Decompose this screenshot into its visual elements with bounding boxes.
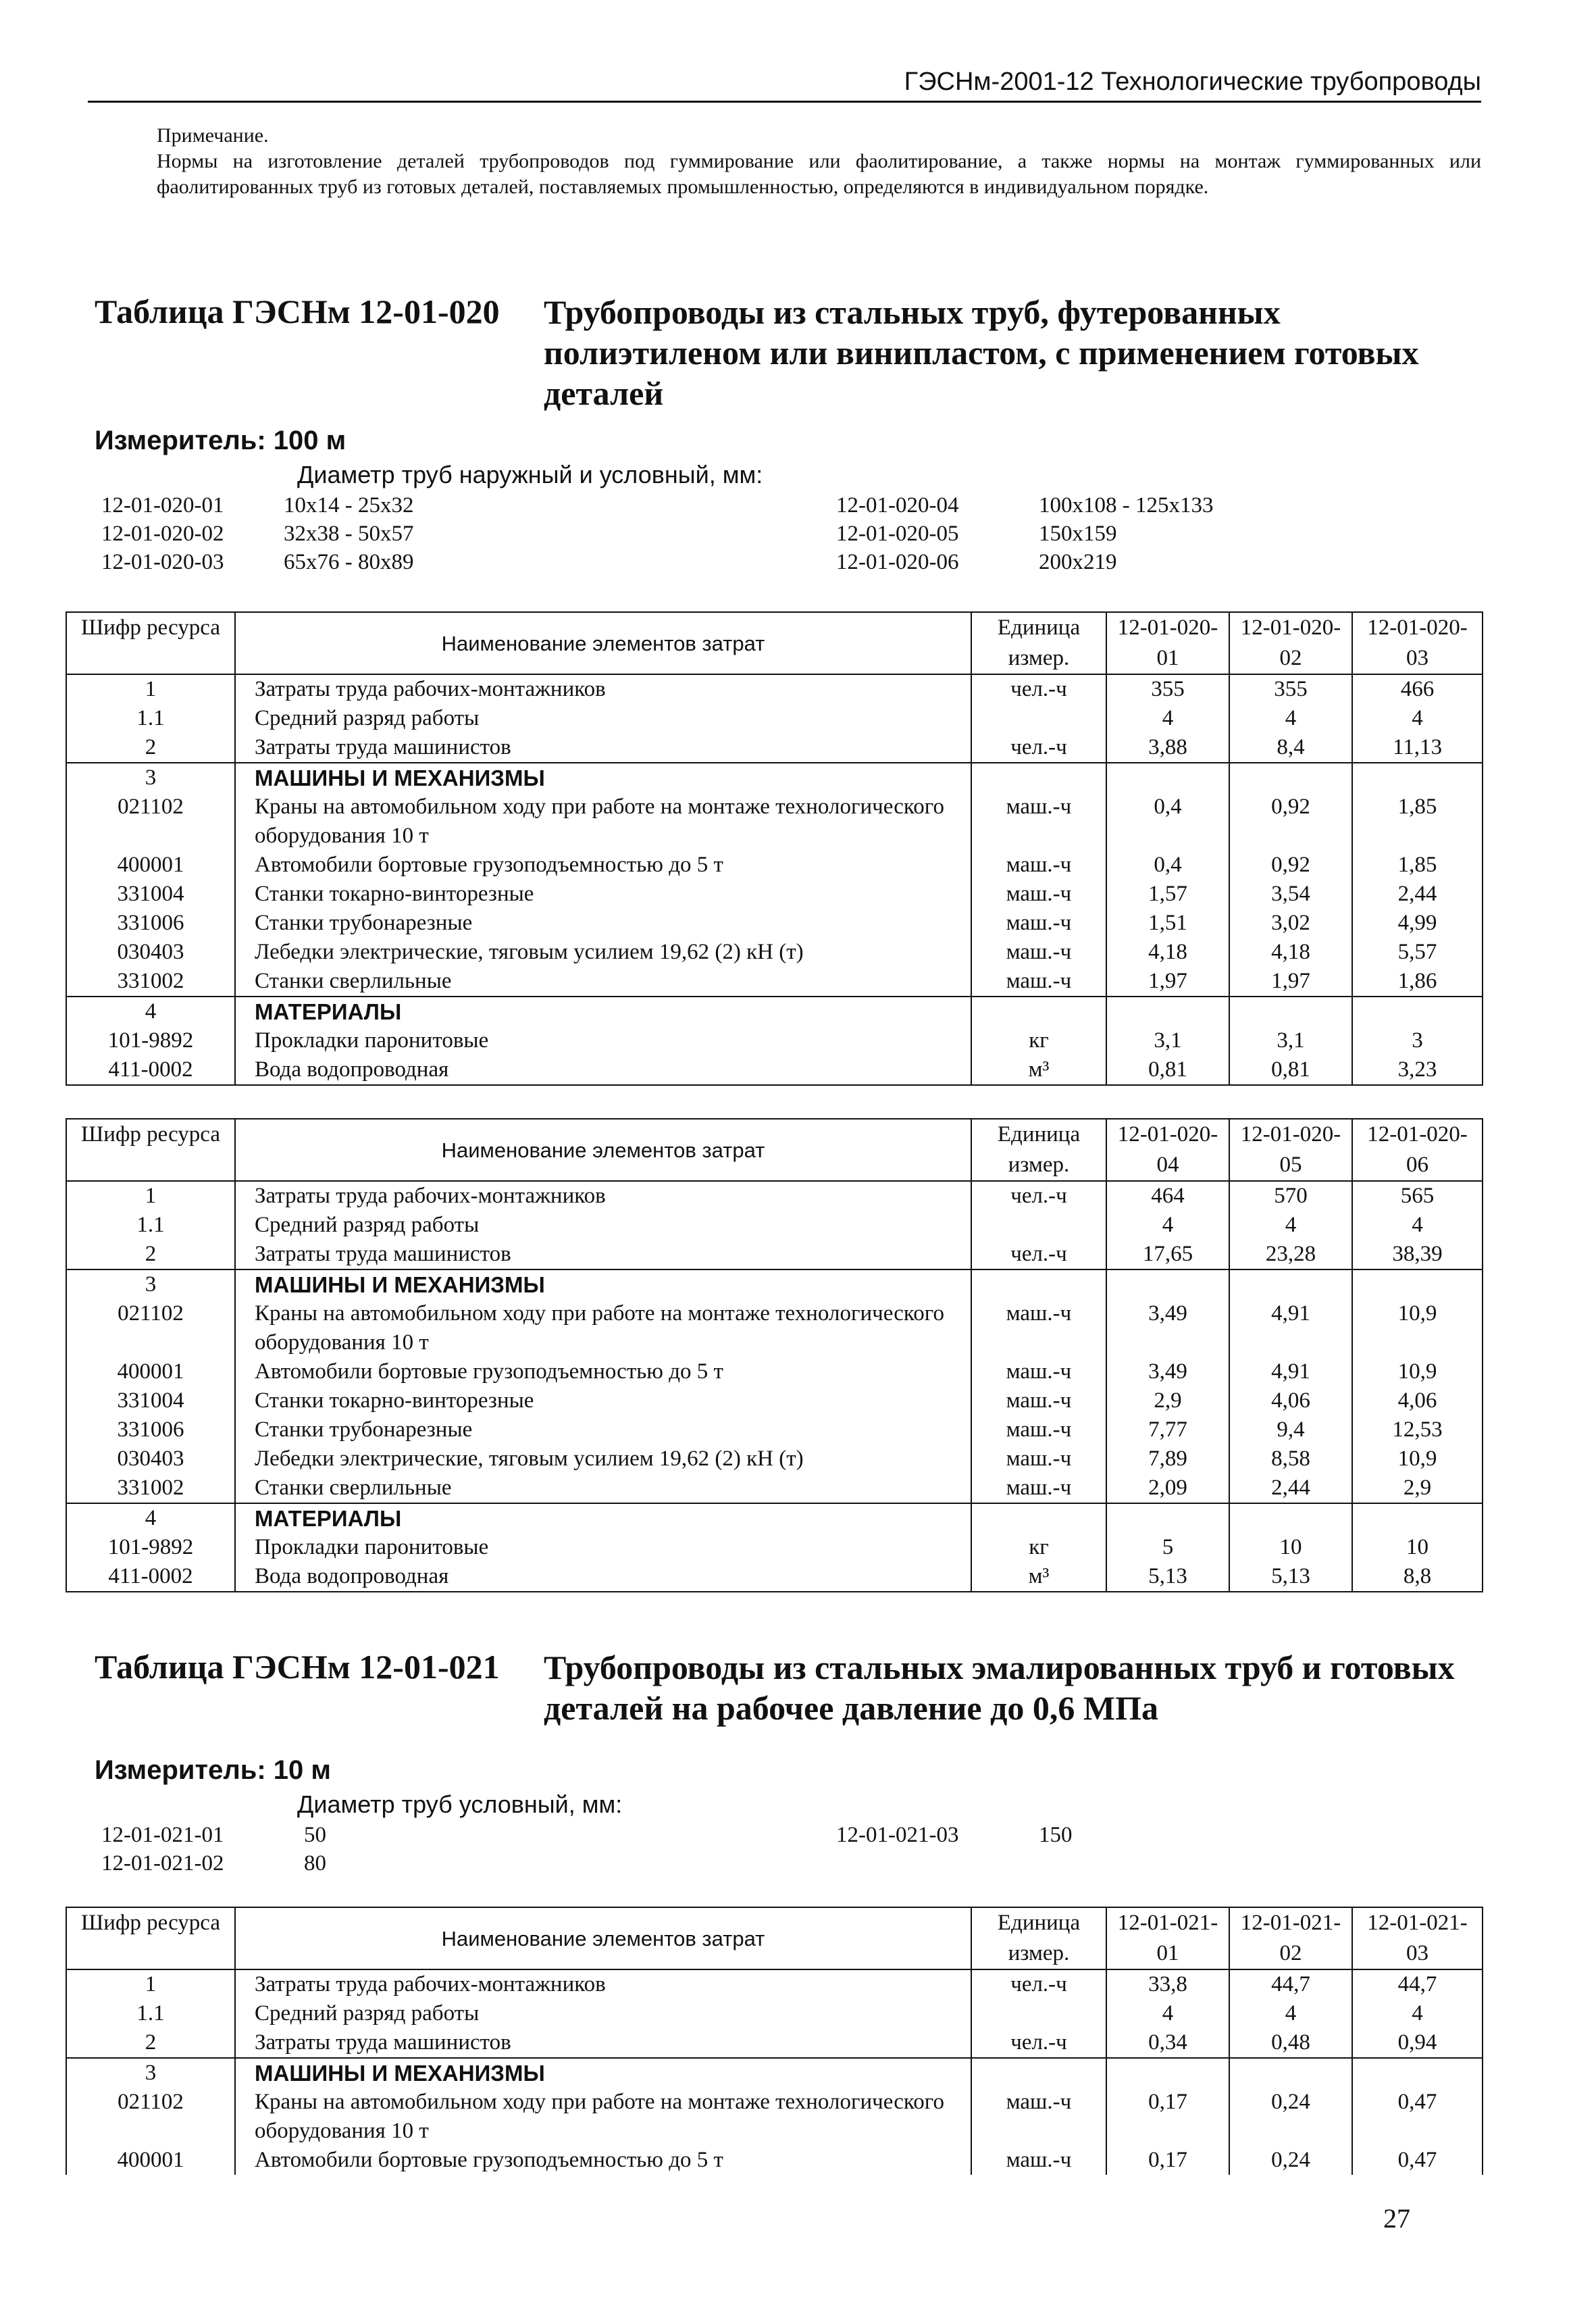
value-cell: 0,48: [1229, 2028, 1352, 2058]
unit-cell: маш.-ч: [971, 851, 1106, 880]
unit-cell: кг: [971, 1026, 1106, 1055]
empty-cell: [1106, 1269, 1229, 1299]
value-cell: 3,49: [1106, 1299, 1229, 1357]
cost-name-cell: Прокладки паронитовые: [235, 1026, 971, 1055]
unit-header: Единица измер.: [971, 612, 1106, 674]
value-cell: 38,39: [1352, 1240, 1483, 1269]
table-row: [66, 938, 1483, 967]
table-row: [66, 793, 1483, 851]
resource-code-header: Шифр ресурса: [66, 1907, 235, 1969]
value-cell: 1,97: [1229, 967, 1352, 997]
diameter-value: 10x14 - 25x32: [284, 493, 414, 518]
resource-code-cell: 021102: [66, 2088, 235, 2146]
cost-name-cell: Затраты труда рабочих-монтажников: [235, 674, 971, 704]
empty-cell: [1106, 997, 1229, 1026]
unit-cell: маш.-ч: [971, 1415, 1106, 1444]
cost-name-cell: Краны на автомобильном ходу при работе на монтаже технологического оборудования 10 т: [235, 793, 971, 851]
value-cell: 8,58: [1229, 1444, 1352, 1474]
value-cell: 0,17: [1106, 2088, 1229, 2146]
table-row: [66, 733, 1483, 763]
cost-name-cell: Автомобили бортовые грузоподъемностью до 5 т: [235, 1357, 971, 1386]
table-021-code: Таблица ГЭСНм 12-01-021: [95, 1648, 500, 1686]
diameter-code: 12-01-021-03: [836, 1823, 959, 1847]
value-cell: 4,18: [1229, 938, 1352, 967]
section-title-cell: МАШИНЫ И МЕХАНИЗМЫ: [235, 1269, 971, 1299]
table-row: [66, 851, 1483, 880]
resource-code-cell: 021102: [66, 793, 235, 851]
table-header-row: [66, 1119, 1483, 1181]
value-cell: 1,97: [1106, 967, 1229, 997]
empty-cell: [1352, 1269, 1483, 1299]
table-row: [66, 1181, 1483, 1211]
table-021-heading: [95, 1647, 1481, 1735]
resource-code-cell: 030403: [66, 1444, 235, 1474]
note-block: [157, 123, 1481, 200]
cost-name-cell: Вода водопроводная: [235, 1562, 971, 1592]
value-cell: 4: [1106, 1211, 1229, 1240]
cost-name-header: Наименование элементов затрат: [235, 1907, 971, 1969]
cost-name-cell: Станки сверлильные: [235, 967, 971, 997]
cost-name-cell: Затраты труда рабочих-монтажников: [235, 1181, 971, 1211]
value-cell: 10,9: [1352, 1357, 1483, 1386]
section-title-cell: МАТЕРИАЛЫ: [235, 1503, 971, 1533]
value-cell: 0,4: [1106, 793, 1229, 851]
table-row: [66, 1386, 1483, 1415]
resource-code-header: Шифр ресурса: [66, 1119, 235, 1181]
resource-code-cell: 411-0002: [66, 1055, 235, 1085]
resource-code-header: Шифр ресурса: [66, 612, 235, 674]
value-cell: 10: [1352, 1533, 1483, 1562]
cost-name-header: Наименование элементов затрат: [235, 1119, 971, 1181]
table-row: [66, 1999, 1483, 2028]
empty-cell: [971, 2058, 1106, 2088]
resource-code-cell: 2: [66, 1240, 235, 1269]
value-cell: 0,24: [1229, 2146, 1352, 2175]
resource-code-cell: 4: [66, 997, 235, 1026]
value-cell: 565: [1352, 1181, 1483, 1211]
diameter-value: 32x38 - 50x57: [284, 522, 414, 546]
norm-column-header: 12-01-021-03: [1352, 1907, 1483, 1969]
value-cell: 4: [1229, 1999, 1352, 2028]
value-cell: 4,18: [1106, 938, 1229, 967]
diameter-value: 150: [1039, 1823, 1073, 1847]
value-cell: 0,47: [1352, 2088, 1483, 2146]
value-cell: 3,1: [1106, 1026, 1229, 1055]
cost-name-cell: Станки трубонарезные: [235, 1415, 971, 1444]
resource-code-cell: 3: [66, 1269, 235, 1299]
cost-name-cell: Вода водопроводная: [235, 1055, 971, 1085]
running-header: ГЭСНм-2001-12 Технологические трубопроводы: [88, 68, 1481, 103]
cost-name-cell: Станки токарно-винторезные: [235, 880, 971, 909]
cost-name-cell: Краны на автомобильном ходу при работе на монтаже технологического оборудования 10 т: [235, 1299, 971, 1357]
value-cell: 8,8: [1352, 1562, 1483, 1592]
value-cell: 464: [1106, 1181, 1229, 1211]
table-row: [66, 1055, 1483, 1085]
resource-code-cell: 400001: [66, 1357, 235, 1386]
value-cell: 4: [1352, 1211, 1483, 1240]
value-cell: 3,54: [1229, 880, 1352, 909]
value-cell: 4,99: [1352, 909, 1483, 938]
unit-cell: маш.-ч: [971, 1357, 1106, 1386]
value-cell: 3,23: [1352, 1055, 1483, 1085]
table-row: [66, 1562, 1483, 1592]
value-cell: 0,81: [1229, 1055, 1352, 1085]
norm-column-header: 12-01-020-01: [1106, 612, 1229, 674]
empty-cell: [1352, 997, 1483, 1026]
value-cell: 2,09: [1106, 1474, 1229, 1503]
empty-cell: [1229, 997, 1352, 1026]
value-cell: 0,47: [1352, 2146, 1483, 2175]
table-row: [66, 1357, 1483, 1386]
table-row: [66, 674, 1483, 704]
value-cell: 1,85: [1352, 851, 1483, 880]
table-021-title: Трубопроводы из стальных эмалированных труб и готовых деталей на рабочее давление до 0,6 МПа: [544, 1649, 1455, 1727]
section-title-cell: МАШИНЫ И МЕХАНИЗМЫ: [235, 763, 971, 793]
value-cell: 2,44: [1352, 880, 1483, 909]
unit-cell: маш.-ч: [971, 1299, 1106, 1357]
norms-table-021-part1: [66, 1907, 1483, 2175]
unit-cell: [971, 1999, 1106, 2028]
unit-cell: маш.-ч: [971, 1474, 1106, 1503]
norm-column-header: 12-01-020-05: [1229, 1119, 1352, 1181]
resource-code-cell: 400001: [66, 851, 235, 880]
value-cell: 3,1: [1229, 1026, 1352, 1055]
resource-code-cell: 1.1: [66, 704, 235, 733]
value-cell: 44,7: [1352, 1969, 1483, 1999]
diameter-code: 12-01-020-02: [101, 522, 224, 546]
table-row: [66, 880, 1483, 909]
cost-name-cell: Средний разряд работы: [235, 704, 971, 733]
value-cell: 11,13: [1352, 733, 1483, 763]
resource-code-cell: 1.1: [66, 1999, 235, 2028]
empty-cell: [971, 763, 1106, 793]
value-cell: 4,91: [1229, 1357, 1352, 1386]
value-cell: 44,7: [1229, 1969, 1352, 1999]
cost-name-cell: Автомобили бортовые грузоподъемностью до 5 т: [235, 2146, 971, 2175]
diameter-code: 12-01-020-04: [836, 493, 959, 518]
diameter-code: 12-01-021-02: [101, 1851, 224, 1876]
norm-column-header: 12-01-020-02: [1229, 612, 1352, 674]
value-cell: 355: [1106, 674, 1229, 704]
value-cell: 2,9: [1106, 1386, 1229, 1415]
cost-name-cell: Средний разряд работы: [235, 1211, 971, 1240]
unit-cell: м³: [971, 1562, 1106, 1592]
norm-column-header: 12-01-021-01: [1106, 1907, 1229, 1969]
table-row: [66, 967, 1483, 997]
value-cell: 0,24: [1229, 2088, 1352, 2146]
value-cell: 10: [1229, 1533, 1352, 1562]
norm-column-header: 12-01-020-06: [1352, 1119, 1483, 1181]
value-cell: 4: [1229, 1211, 1352, 1240]
resource-code-cell: 331004: [66, 1386, 235, 1415]
cost-name-cell: Лебедки электрические, тяговым усилием 19,62 (2) кН (т): [235, 938, 971, 967]
unit-cell: маш.-ч: [971, 2088, 1106, 2146]
unit-cell: м³: [971, 1055, 1106, 1085]
value-cell: 0,17: [1106, 2146, 1229, 2175]
table-row: [66, 1474, 1483, 1503]
resource-code-cell: 2: [66, 2028, 235, 2058]
resource-code-cell: 2: [66, 733, 235, 763]
diameter-code: 12-01-020-06: [836, 550, 959, 574]
unit-cell: кг: [971, 1533, 1106, 1562]
cost-name-cell: Станки сверлильные: [235, 1474, 971, 1503]
table-row: [66, 1969, 1483, 1999]
table-row: [66, 1211, 1483, 1240]
empty-cell: [1106, 2058, 1229, 2088]
resource-code-cell: 331006: [66, 1415, 235, 1444]
empty-cell: [1106, 1503, 1229, 1533]
resource-code-cell: 331004: [66, 880, 235, 909]
empty-cell: [1352, 1503, 1483, 1533]
value-cell: 12,53: [1352, 1415, 1483, 1444]
empty-cell: [971, 997, 1106, 1026]
table-row: [66, 1533, 1483, 1562]
unit-cell: маш.-ч: [971, 793, 1106, 851]
table-row: [66, 997, 1483, 1026]
value-cell: 4: [1352, 704, 1483, 733]
cost-name-cell: Станки токарно-винторезные: [235, 1386, 971, 1415]
page-number: 27: [1383, 2203, 1410, 2234]
value-cell: 17,65: [1106, 1240, 1229, 1269]
unit-cell: [971, 704, 1106, 733]
empty-cell: [1352, 2058, 1483, 2088]
table-row: [66, 909, 1483, 938]
value-cell: 355: [1229, 674, 1352, 704]
cost-name-header: Наименование элементов затрат: [235, 612, 971, 674]
section-title-cell: МАШИНЫ И МЕХАНИЗМЫ: [235, 2058, 971, 2088]
cost-name-cell: Затраты труда рабочих-монтажников: [235, 1969, 971, 1999]
value-cell: 3,88: [1106, 733, 1229, 763]
table-row: [66, 1444, 1483, 1474]
empty-cell: [1229, 763, 1352, 793]
value-cell: 1,85: [1352, 793, 1483, 851]
norm-column-header: 12-01-020-03: [1352, 612, 1483, 674]
cost-name-cell: Автомобили бортовые грузоподъемностью до 5 т: [235, 851, 971, 880]
empty-cell: [1229, 1269, 1352, 1299]
table-header-row: [66, 612, 1483, 674]
resource-code-cell: 1: [66, 1181, 235, 1211]
unit-cell: [971, 1211, 1106, 1240]
cost-name-cell: Прокладки паронитовые: [235, 1533, 971, 1562]
resource-code-cell: 101-9892: [66, 1533, 235, 1562]
resource-code-cell: 030403: [66, 938, 235, 967]
unit-cell: чел.-ч: [971, 1181, 1106, 1211]
table-row: [66, 2146, 1483, 2175]
table-021-measure: Измеритель: 10 м: [95, 1755, 331, 1785]
unit-cell: чел.-ч: [971, 674, 1106, 704]
note-text: Нормы на изготовление деталей трубопроводов под гуммирование или фаолитирование, а также нормы на монтаж гуммированных или фаолитированных труб из готовых деталей, поставляемых промышленностью, определяются в индивидуальном порядке.: [157, 150, 1481, 198]
cost-name-cell: Затраты труда машинистов: [235, 1240, 971, 1269]
value-cell: 7,77: [1106, 1415, 1229, 1444]
table-row: [66, 2058, 1483, 2088]
table-row: [66, 1299, 1483, 1357]
resource-code-cell: 1.1: [66, 1211, 235, 1240]
resource-code-cell: 3: [66, 763, 235, 793]
resource-code-cell: 3: [66, 2058, 235, 2088]
value-cell: 1,57: [1106, 880, 1229, 909]
resource-code-cell: 1: [66, 1969, 235, 1999]
empty-cell: [1106, 763, 1229, 793]
value-cell: 0,92: [1229, 793, 1352, 851]
value-cell: 5,13: [1106, 1562, 1229, 1592]
value-cell: 466: [1352, 674, 1483, 704]
diameter-code: 12-01-021-01: [101, 1823, 224, 1847]
value-cell: 0,94: [1352, 2028, 1483, 2058]
value-cell: 10,9: [1352, 1444, 1483, 1474]
unit-cell: чел.-ч: [971, 733, 1106, 763]
table-row: [66, 2028, 1483, 2058]
diameter-value: 100x108 - 125x133: [1039, 493, 1214, 518]
empty-cell: [971, 1269, 1106, 1299]
table-row: [66, 1240, 1483, 1269]
cost-name-cell: Лебедки электрические, тяговым усилием 19,62 (2) кН (т): [235, 1444, 971, 1474]
value-cell: 4,91: [1229, 1299, 1352, 1357]
diameter-value: 50: [304, 1823, 326, 1847]
unit-cell: маш.-ч: [971, 967, 1106, 997]
section-title-cell: МАТЕРИАЛЫ: [235, 997, 971, 1026]
value-cell: 3,49: [1106, 1357, 1229, 1386]
cost-name-cell: Краны на автомобильном ходу при работе на монтаже технологического оборудования 10 т: [235, 2088, 971, 2146]
value-cell: 0,81: [1106, 1055, 1229, 1085]
table-row: [66, 1503, 1483, 1533]
cost-name-cell: Затраты труда машинистов: [235, 733, 971, 763]
unit-header: Единица измер.: [971, 1119, 1106, 1181]
value-cell: 3,02: [1229, 909, 1352, 938]
value-cell: 4: [1229, 704, 1352, 733]
table-header-row: [66, 1907, 1483, 1969]
table-020-diameter-caption: Диаметр труб наружный и условный, мм:: [297, 461, 763, 488]
value-cell: 9,4: [1229, 1415, 1352, 1444]
cost-name-cell: Станки трубонарезные: [235, 909, 971, 938]
empty-cell: [1352, 763, 1483, 793]
value-cell: 4,06: [1229, 1386, 1352, 1415]
table-row: [66, 763, 1483, 793]
norms-table-020-part2: [66, 1118, 1483, 1592]
diameter-value: 80: [304, 1851, 326, 1876]
value-cell: 2,9: [1352, 1474, 1483, 1503]
value-cell: 0,92: [1229, 851, 1352, 880]
table-020-measure: Измеритель: 100 м: [95, 426, 346, 455]
norm-column-header: 12-01-021-02: [1229, 1907, 1352, 1969]
value-cell: 5,57: [1352, 938, 1483, 967]
value-cell: 4: [1106, 704, 1229, 733]
value-cell: 8,4: [1229, 733, 1352, 763]
table-row: [66, 1026, 1483, 1055]
resource-code-cell: 411-0002: [66, 1562, 235, 1592]
resource-code-cell: 400001: [66, 2146, 235, 2175]
diameter-value: 150x159: [1039, 522, 1117, 546]
value-cell: 33,8: [1106, 1969, 1229, 1999]
diameter-value: 200x219: [1039, 550, 1117, 574]
diameter-code: 12-01-020-05: [836, 522, 959, 546]
table-row: [66, 1269, 1483, 1299]
note-label: Примечание.: [157, 124, 269, 147]
norm-column-header: 12-01-020-04: [1106, 1119, 1229, 1181]
unit-cell: маш.-ч: [971, 1444, 1106, 1474]
value-cell: 2,44: [1229, 1474, 1352, 1503]
resource-code-cell: 331002: [66, 1474, 235, 1503]
resource-code-cell: 331002: [66, 967, 235, 997]
value-cell: 4: [1352, 1999, 1483, 2028]
resource-code-cell: 101-9892: [66, 1026, 235, 1055]
resource-code-cell: 4: [66, 1503, 235, 1533]
value-cell: 1,51: [1106, 909, 1229, 938]
empty-cell: [971, 1503, 1106, 1533]
value-cell: 7,89: [1106, 1444, 1229, 1474]
table-row: [66, 2088, 1483, 2146]
diameter-value: 65x76 - 80x89: [284, 550, 414, 574]
table-020-title: Трубопроводы из стальных труб, футерованных полиэтиленом или винипластом, с применением готовых деталей: [544, 293, 1419, 412]
empty-cell: [1229, 2058, 1352, 2088]
resource-code-cell: 1: [66, 674, 235, 704]
unit-header: Единица измер.: [971, 1907, 1106, 1969]
value-cell: 23,28: [1229, 1240, 1352, 1269]
value-cell: 5,13: [1229, 1562, 1352, 1592]
unit-cell: маш.-ч: [971, 2146, 1106, 2175]
table-020-heading: [95, 292, 1481, 413]
cost-name-cell: Средний разряд работы: [235, 1999, 971, 2028]
table-row: [66, 1415, 1483, 1444]
resource-code-cell: 021102: [66, 1299, 235, 1357]
value-cell: 4: [1106, 1999, 1229, 2028]
unit-cell: чел.-ч: [971, 1240, 1106, 1269]
unit-cell: маш.-ч: [971, 1386, 1106, 1415]
value-cell: 570: [1229, 1181, 1352, 1211]
table-row: [66, 704, 1483, 733]
empty-cell: [1229, 1503, 1352, 1533]
value-cell: 4,06: [1352, 1386, 1483, 1415]
value-cell: 0,34: [1106, 2028, 1229, 2058]
unit-cell: чел.-ч: [971, 1969, 1106, 1999]
diameter-code: 12-01-020-01: [101, 493, 224, 518]
diameter-code: 12-01-020-03: [101, 550, 224, 574]
value-cell: 3: [1352, 1026, 1483, 1055]
resource-code-cell: 331006: [66, 909, 235, 938]
value-cell: 1,86: [1352, 967, 1483, 997]
unit-cell: маш.-ч: [971, 909, 1106, 938]
cost-name-cell: Затраты труда машинистов: [235, 2028, 971, 2058]
value-cell: 10,9: [1352, 1299, 1483, 1357]
value-cell: 5: [1106, 1533, 1229, 1562]
table-021-diameter-caption: Диаметр труб условный, мм:: [297, 1790, 623, 1818]
value-cell: 0,4: [1106, 851, 1229, 880]
table-020-code: Таблица ГЭСНм 12-01-020: [95, 293, 500, 330]
unit-cell: маш.-ч: [971, 938, 1106, 967]
unit-cell: чел.-ч: [971, 2028, 1106, 2058]
unit-cell: маш.-ч: [971, 880, 1106, 909]
norms-table-020-part1: [66, 611, 1483, 1086]
